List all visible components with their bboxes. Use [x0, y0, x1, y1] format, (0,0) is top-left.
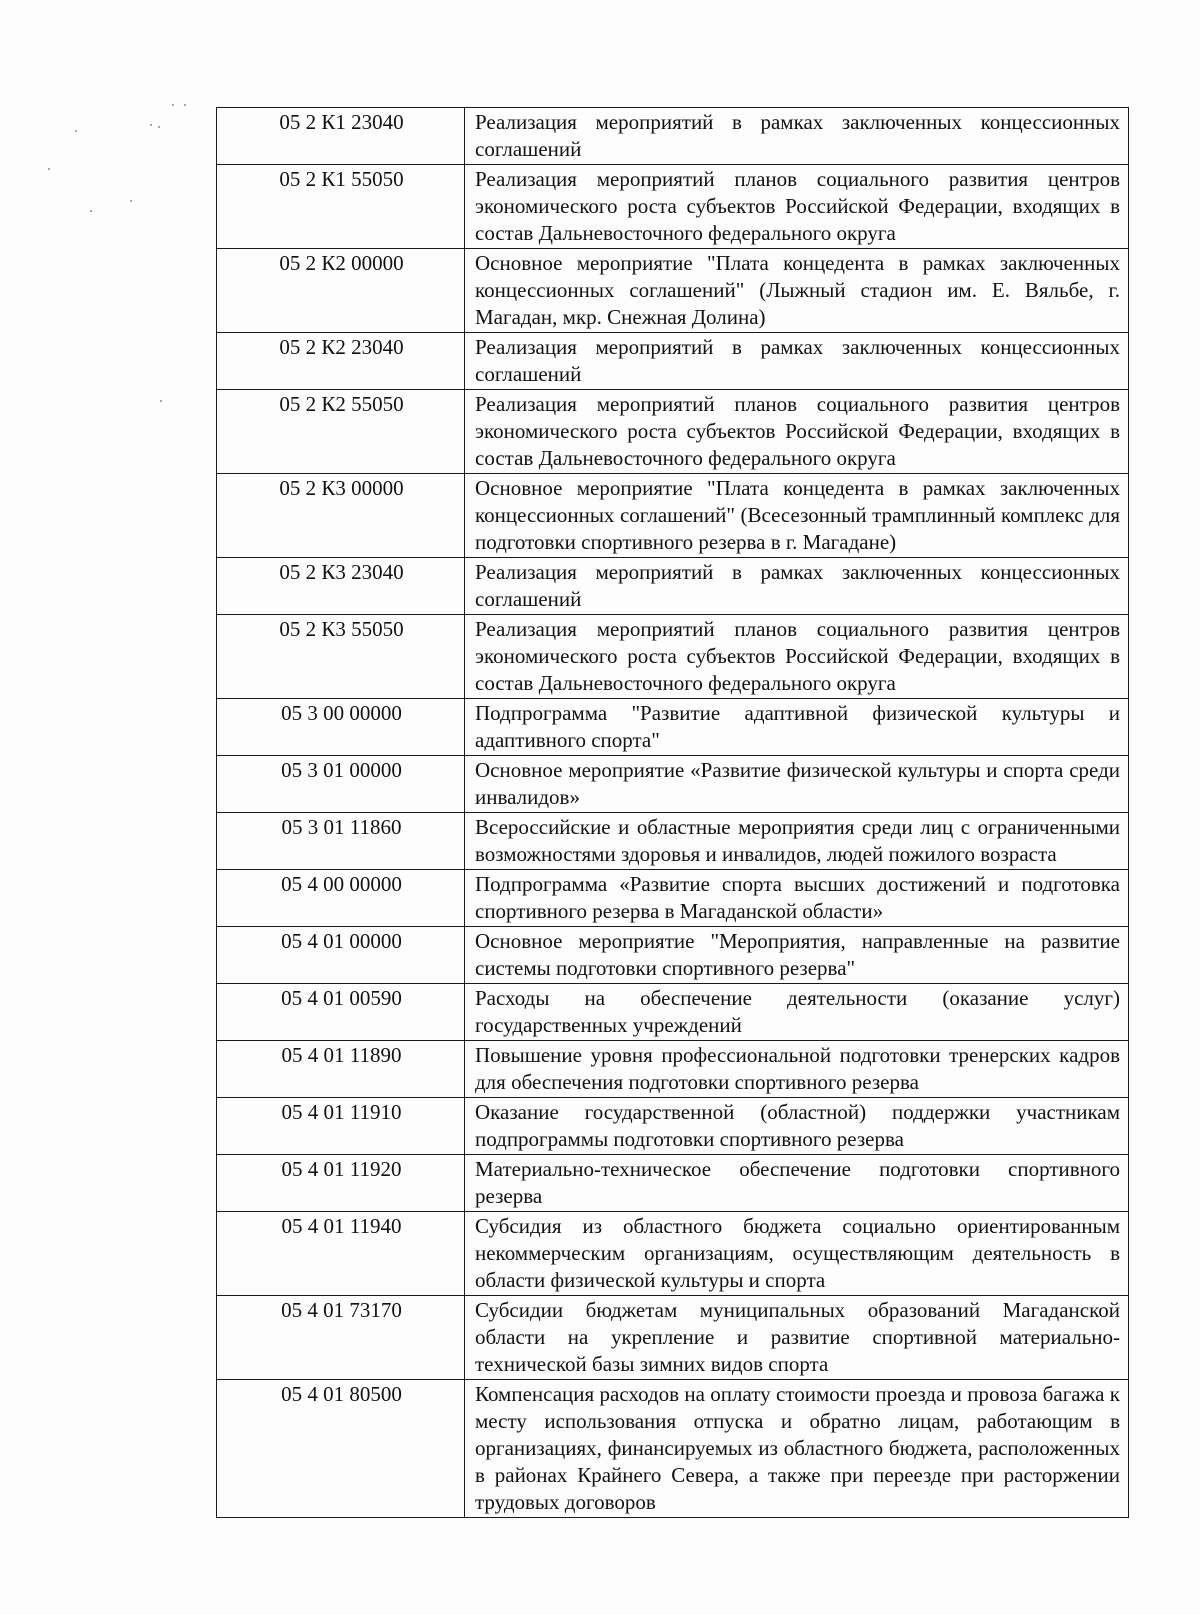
row-code: 05 2 К2 55050 — [217, 390, 465, 474]
row-code: 05 4 01 11910 — [217, 1098, 465, 1155]
row-description: Повышение уровня профессиональной подготовки тренерских кадров для обеспечения подготовки спортивного резерва — [465, 1041, 1129, 1098]
row-description: Материально-техническое обеспечение подготовки спортивного резерва — [465, 1155, 1129, 1212]
row-description: Реализация мероприятий планов социального развития центров экономического роста субъектов Российской Федерации, входящих в состав Дальневосточного федерального округа — [465, 615, 1129, 699]
row-code: 05 4 01 11940 — [217, 1212, 465, 1296]
row-code: 05 2 К3 00000 — [217, 474, 465, 558]
row-description: Расходы на обеспечение деятельности (оказание услуг) государственных учреждений — [465, 984, 1129, 1041]
row-description: Реализация мероприятий в рамках заключенных концессионных соглашений — [465, 333, 1129, 390]
row-code: 05 2 К2 23040 — [217, 333, 465, 390]
table-row — [217, 870, 1129, 927]
row-code: 05 2 К3 55050 — [217, 615, 465, 699]
row-description: Реализация мероприятий планов социального развития центров экономического роста субъектов Российской Федерации, входящих в состав Дальневосточного федерального округа — [465, 390, 1129, 474]
table-row — [217, 165, 1129, 249]
table-row — [217, 390, 1129, 474]
budget-code-table — [216, 107, 1129, 1518]
row-code: 05 2 К1 55050 — [217, 165, 465, 249]
row-description: Реализация мероприятий в рамках заключенных концессионных соглашений — [465, 108, 1129, 165]
row-code: 05 2 К2 00000 — [217, 249, 465, 333]
row-code: 05 3 01 11860 — [217, 813, 465, 870]
row-description: Субсидия из областного бюджета социально ориентированным некоммерческим организациям, осуществляющим деятельность в области физической культуры и спорта — [465, 1212, 1129, 1296]
table-row — [217, 249, 1129, 333]
table-row — [217, 927, 1129, 984]
table-row — [217, 108, 1129, 165]
table-row — [217, 699, 1129, 756]
row-description: Подпрограмма «Развитие спорта высших достижений и подготовка спортивного резерва в Магаданской области» — [465, 870, 1129, 927]
table-row — [217, 1380, 1129, 1518]
row-description: Всероссийские и областные мероприятия среди лиц с ограниченными возможностями здоровья и инвалидов, людей пожилого возраста — [465, 813, 1129, 870]
row-description: Реализация мероприятий планов социального развития центров экономического роста субъектов Российской Федерации, входящих в состав Дальневосточного федерального округа — [465, 165, 1129, 249]
row-code: 05 4 01 73170 — [217, 1296, 465, 1380]
table-row — [217, 1296, 1129, 1380]
table-row — [217, 756, 1129, 813]
table-row — [217, 1155, 1129, 1212]
row-description: Оказание государственной (областной) поддержки участникам подпрограммы подготовки спортивного резерва — [465, 1098, 1129, 1155]
row-code: 05 2 К1 23040 — [217, 108, 465, 165]
row-description: Основное мероприятие "Плата концедента в рамках заключенных концессионных соглашений" (Лыжный стадион им. Е. Вяльбе, г. Магадан, мкр. Снежная Долина) — [465, 249, 1129, 333]
row-code: 05 4 01 00000 — [217, 927, 465, 984]
row-description: Компенсация расходов на оплату стоимости проезда и провоза багажа к месту использования отпуска и обратно лицам, работающим в организациях, финансируемых из областного бюджета, расположенных в районах Крайнего Севера, а также при переезде при расторжении трудовых договоров — [465, 1380, 1129, 1518]
row-code: 05 4 01 00590 — [217, 984, 465, 1041]
row-description: Основное мероприятие "Плата концедента в рамках заключенных концессионных соглашений" (Всесезонный трамплинный комплекс для подготовки спортивного резерва в г. Магадане) — [465, 474, 1129, 558]
row-description: Реализация мероприятий в рамках заключенных концессионных соглашений — [465, 558, 1129, 615]
table-row — [217, 558, 1129, 615]
row-description: Субсидии бюджетам муниципальных образований Магаданской области на укрепление и развитие спортивной материально-технической базы зимних видов спорта — [465, 1296, 1129, 1380]
budget-code-table-wrap — [216, 107, 1128, 1518]
table-row — [217, 1041, 1129, 1098]
table-row — [217, 1212, 1129, 1296]
row-code: 05 2 К3 23040 — [217, 558, 465, 615]
table-row — [217, 1098, 1129, 1155]
row-description: Подпрограмма "Развитие адаптивной физической культуры и адаптивного спорта" — [465, 699, 1129, 756]
table-body — [217, 108, 1129, 1518]
row-description: Основное мероприятие "Мероприятия, направленные на развитие системы подготовки спортивного резерва" — [465, 927, 1129, 984]
row-code: 05 3 01 00000 — [217, 756, 465, 813]
table-row — [217, 615, 1129, 699]
table-row — [217, 984, 1129, 1041]
row-code: 05 4 01 11920 — [217, 1155, 465, 1212]
row-description: Основное мероприятие «Развитие физической культуры и спорта среди инвалидов» — [465, 756, 1129, 813]
row-code: 05 4 01 11890 — [217, 1041, 465, 1098]
row-code: 05 4 01 80500 — [217, 1380, 465, 1518]
row-code: 05 3 00 00000 — [217, 699, 465, 756]
row-code: 05 4 00 00000 — [217, 870, 465, 927]
table-row — [217, 474, 1129, 558]
table-row — [217, 813, 1129, 870]
table-row — [217, 333, 1129, 390]
